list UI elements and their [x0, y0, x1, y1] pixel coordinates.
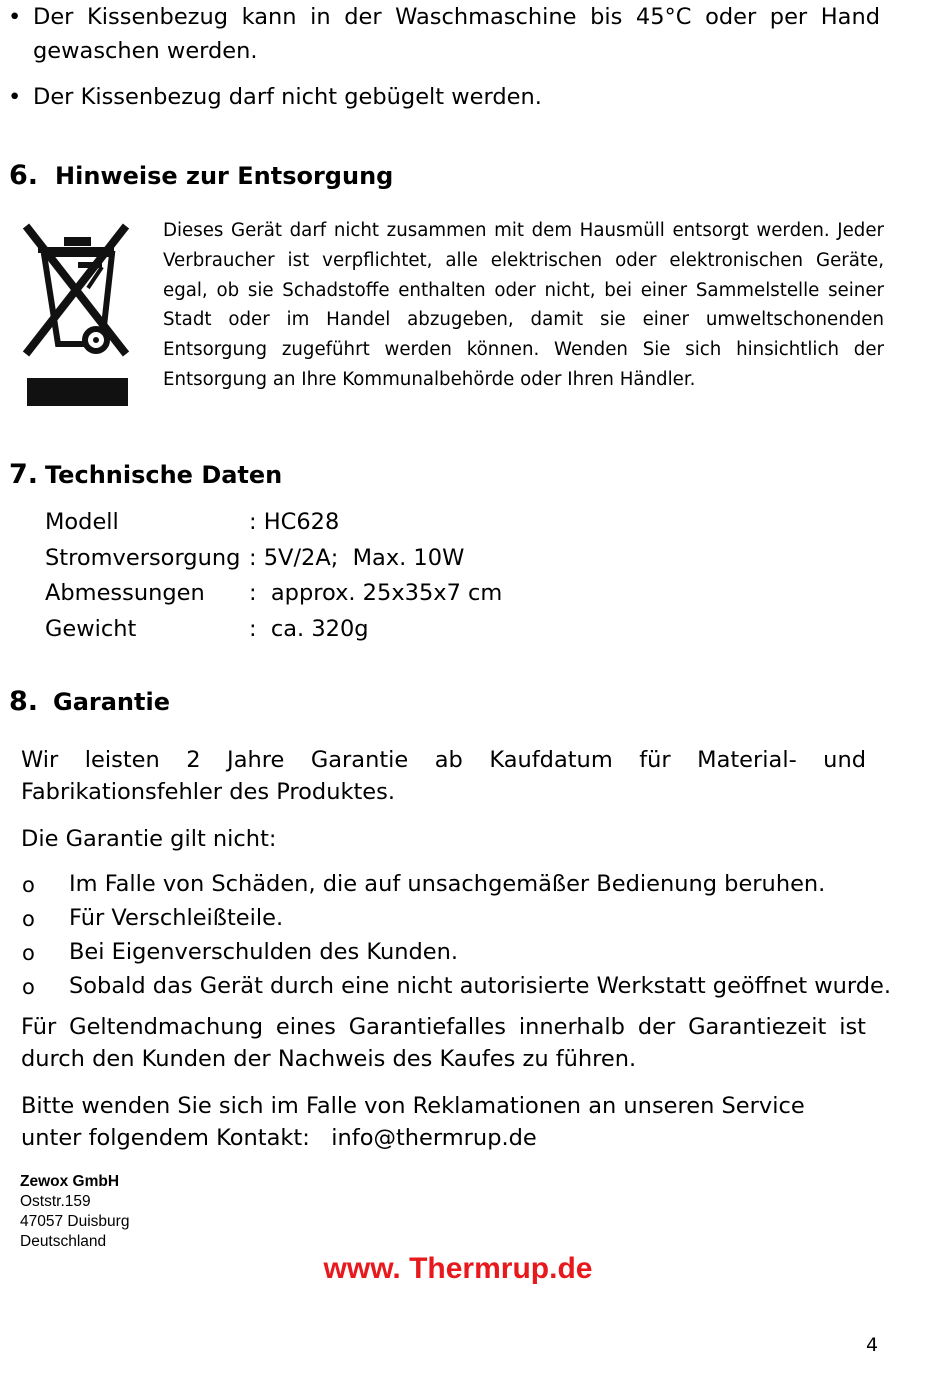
list-bullet: o — [22, 907, 35, 931]
list-bullet: o — [22, 975, 35, 999]
section-7-heading — [9, 459, 282, 490]
contact-text: Bitte wenden Sie sich im Falle von Reklamationen an unseren Service unter folgendem Kontakt: — [21, 1093, 805, 1151]
list-bullet: o — [22, 941, 35, 965]
spec-label-power: Stromversorgung — [45, 544, 241, 571]
warranty-exclusions-title: Die Garantie gilt nicht: — [21, 826, 277, 852]
list-item: o Im Falle von Schäden, die auf unsachgemäßer Bedienung beruhen. — [21, 867, 891, 901]
company-city: 47057 Duisburg — [20, 1213, 130, 1230]
care-bullet-ironing: • Der Kissenbezug darf nicht gebügelt werden. — [8, 80, 880, 114]
warranty-exclusions-list — [21, 867, 891, 1003]
section-8-number: 8. — [9, 686, 39, 717]
company-country: Deutschland — [20, 1233, 107, 1250]
list-item: o Für Verschleißteile. — [21, 901, 891, 935]
spec-row-dimensions — [45, 576, 502, 612]
spec-label-weight: Gewicht — [45, 615, 137, 642]
spec-row-model — [45, 505, 502, 541]
list-item: o Sobald das Gerät durch eine nicht autorisierte Werkstatt geöffnet wurde. — [21, 969, 891, 1003]
spec-row-power — [45, 541, 502, 577]
page-number: 4 — [866, 1334, 879, 1356]
list-item: o Bei Eigenverschulden des Kunden. — [21, 935, 891, 969]
section-7-title: Technische Daten — [45, 461, 283, 489]
spec-value-dimensions: : approx. 25x35x7 cm — [249, 580, 503, 606]
section-6-title: Hinweise zur Entsorgung — [55, 162, 394, 190]
company-address — [20, 1172, 129, 1252]
spec-row-weight — [45, 612, 502, 648]
section-6-heading — [9, 160, 393, 191]
warranty-contact-paragraph — [21, 1090, 841, 1154]
contact-email-link[interactable]: info@thermrup.de — [331, 1125, 537, 1151]
crossed-out-wheelie-bin-icon — [22, 222, 132, 408]
section-8-heading — [9, 686, 170, 717]
list-bullet: o — [22, 873, 35, 897]
section-7-number: 7. — [9, 459, 39, 490]
company-name: Zewox GmbH — [20, 1173, 120, 1190]
spec-value-power: : 5V/2A; Max. 10W — [249, 544, 465, 571]
website-link[interactable]: www. Thermrup.de — [323, 1252, 593, 1285]
spec-label-model: Modell — [45, 509, 119, 535]
section-6-number: 6. — [9, 160, 39, 191]
disposal-paragraph: Dieses Gerät darf nicht zusammen mit dem Hausmüll entsorgt werden. Jeder Verbraucher ist verpflichtet, alle elektrischen oder elektronischen Geräte, egal, ob sie Schadstoffe enthalten oder nicht, bei einer Sammelstelle seiner Stadt oder im Handel abzugeben, damit sie einer umweltschonenden Entsorgung zugeführt werden können. Wenden Sie sich hinsichtlich der Entsorgung an Ihre Kommunalbehörde oder Ihren Händler. — [163, 220, 884, 390]
spec-value-weight: : ca. 320g — [249, 615, 369, 642]
company-street: Oststr.159 — [20, 1193, 91, 1210]
care-instructions — [8, 0, 880, 114]
care-bullet-washing: • Der Kissenbezug kann in der Waschmaschine bis 45°C oder per Hand gewaschen werden. — [8, 0, 880, 68]
spec-label-dimensions: Abmessungen — [45, 580, 205, 606]
warranty-claim-paragraph: Für Geltendmachung eines Garantiefalles innerhalb der Garantiezeit ist durch den Kunden der Nachweis des Kaufes zu führen. — [21, 1014, 866, 1072]
spec-table — [45, 505, 502, 647]
warranty-intro: Wir leisten 2 Jahre Garantie ab Kaufdatum für Material- und Fabrikationsfehler des Produktes. — [21, 747, 866, 805]
section-8-title: Garantie — [53, 688, 170, 716]
spec-value-model: : HC628 — [249, 509, 340, 535]
